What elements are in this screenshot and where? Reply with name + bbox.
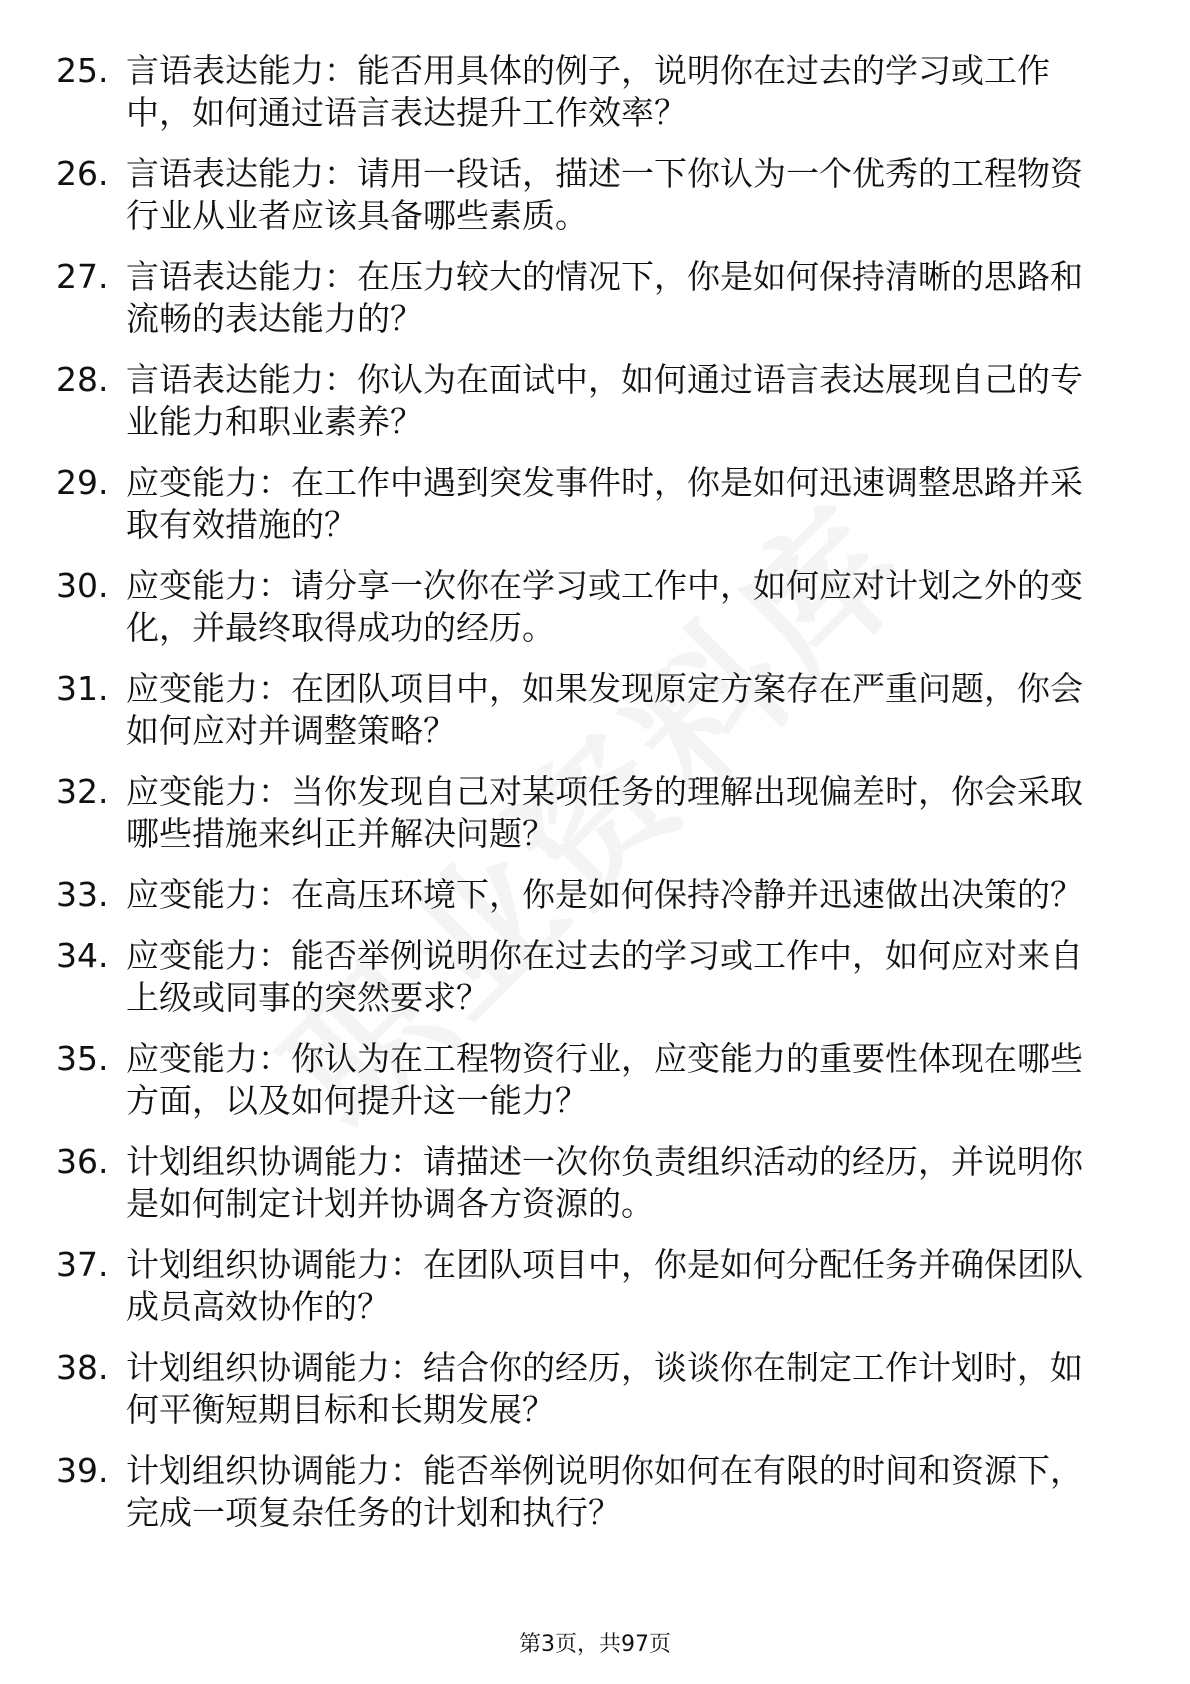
question-number: 38. bbox=[56, 1348, 109, 1387]
question-item bbox=[0, 50, 1190, 134]
question-number: 29. bbox=[56, 463, 109, 502]
question-text: 言语表达能力：你认为在面试中，如何通过语言表达展现自己的专业能力和职业素养？ bbox=[126, 360, 1083, 441]
question-text: 应变能力：请分享一次你在学习或工作中，如何应对计划之外的变化，并最终取得成功的经历。 bbox=[126, 566, 1083, 647]
page-footer: 第3页，共97页 bbox=[519, 1632, 671, 1657]
question-text: 应变能力：能否举例说明你在过去的学习或工作中，如何应对来自上级或同事的突然要求？ bbox=[126, 936, 1083, 1017]
question-item bbox=[0, 462, 1190, 546]
question-item bbox=[0, 256, 1190, 340]
question-text: 言语表达能力：请用一段话，描述一下你认为一个优秀的工程物资行业从业者应该具备哪些素质。 bbox=[126, 154, 1083, 235]
question-number: 28. bbox=[56, 360, 109, 399]
question-text: 计划组织协调能力：能否举例说明你如何在有限的时间和资源下，完成一项复杂任务的计划和执行？ bbox=[126, 1451, 1083, 1532]
question-item bbox=[0, 874, 1190, 916]
question-item bbox=[0, 1450, 1190, 1534]
question-text: 计划组织协调能力：请描述一次你负责组织活动的经历，并说明你是如何制定计划并协调各方资源的。 bbox=[126, 1142, 1083, 1223]
question-number: 25. bbox=[56, 51, 109, 90]
question-item bbox=[0, 935, 1190, 1019]
question-number: 36. bbox=[56, 1142, 109, 1181]
question-item bbox=[0, 153, 1190, 237]
question-number: 30. bbox=[56, 566, 109, 605]
question-list bbox=[0, 50, 1190, 1553]
question-text: 应变能力：在高压环境下，你是如何保持冷静并迅速做出决策的？ bbox=[126, 875, 1083, 914]
question-number: 39. bbox=[56, 1451, 109, 1490]
question-number: 27. bbox=[56, 257, 109, 296]
question-text: 应变能力：你认为在工程物资行业，应变能力的重要性体现在哪些方面，以及如何提升这一能力？ bbox=[126, 1039, 1083, 1120]
question-text: 言语表达能力：能否用具体的例子，说明你在过去的学习或工作中，如何通过语言表达提升工作效率？ bbox=[126, 51, 1050, 132]
question-item bbox=[0, 771, 1190, 855]
question-item bbox=[0, 1141, 1190, 1225]
question-number: 34. bbox=[56, 936, 109, 975]
question-text: 计划组织协调能力：结合你的经历，谈谈你在制定工作计划时，如何平衡短期目标和长期发展？ bbox=[126, 1348, 1083, 1429]
question-item bbox=[0, 1244, 1190, 1328]
question-text: 计划组织协调能力：在团队项目中，你是如何分配任务并确保团队成员高效协作的？ bbox=[126, 1245, 1083, 1326]
question-text: 应变能力：在工作中遇到突发事件时，你是如何迅速调整思路并采取有效措施的？ bbox=[126, 463, 1083, 544]
question-number: 31. bbox=[56, 669, 109, 708]
question-text: 应变能力：当你发现自己对某项任务的理解出现偏差时，你会采取哪些措施来纠正并解决问题？ bbox=[126, 772, 1083, 853]
question-text: 言语表达能力：在压力较大的情况下，你是如何保持清晰的思路和流畅的表达能力的？ bbox=[126, 257, 1083, 338]
question-number: 35. bbox=[56, 1039, 109, 1078]
question-number: 37. bbox=[56, 1245, 109, 1284]
question-number: 32. bbox=[56, 772, 109, 811]
question-item bbox=[0, 565, 1190, 649]
question-number: 26. bbox=[56, 154, 109, 193]
question-number: 33. bbox=[56, 875, 109, 914]
question-item bbox=[0, 1347, 1190, 1431]
question-item bbox=[0, 1038, 1190, 1122]
question-item bbox=[0, 668, 1190, 752]
question-text: 应变能力：在团队项目中，如果发现原定方案存在严重问题，你会如何应对并调整策略？ bbox=[126, 669, 1083, 750]
question-item bbox=[0, 359, 1190, 443]
